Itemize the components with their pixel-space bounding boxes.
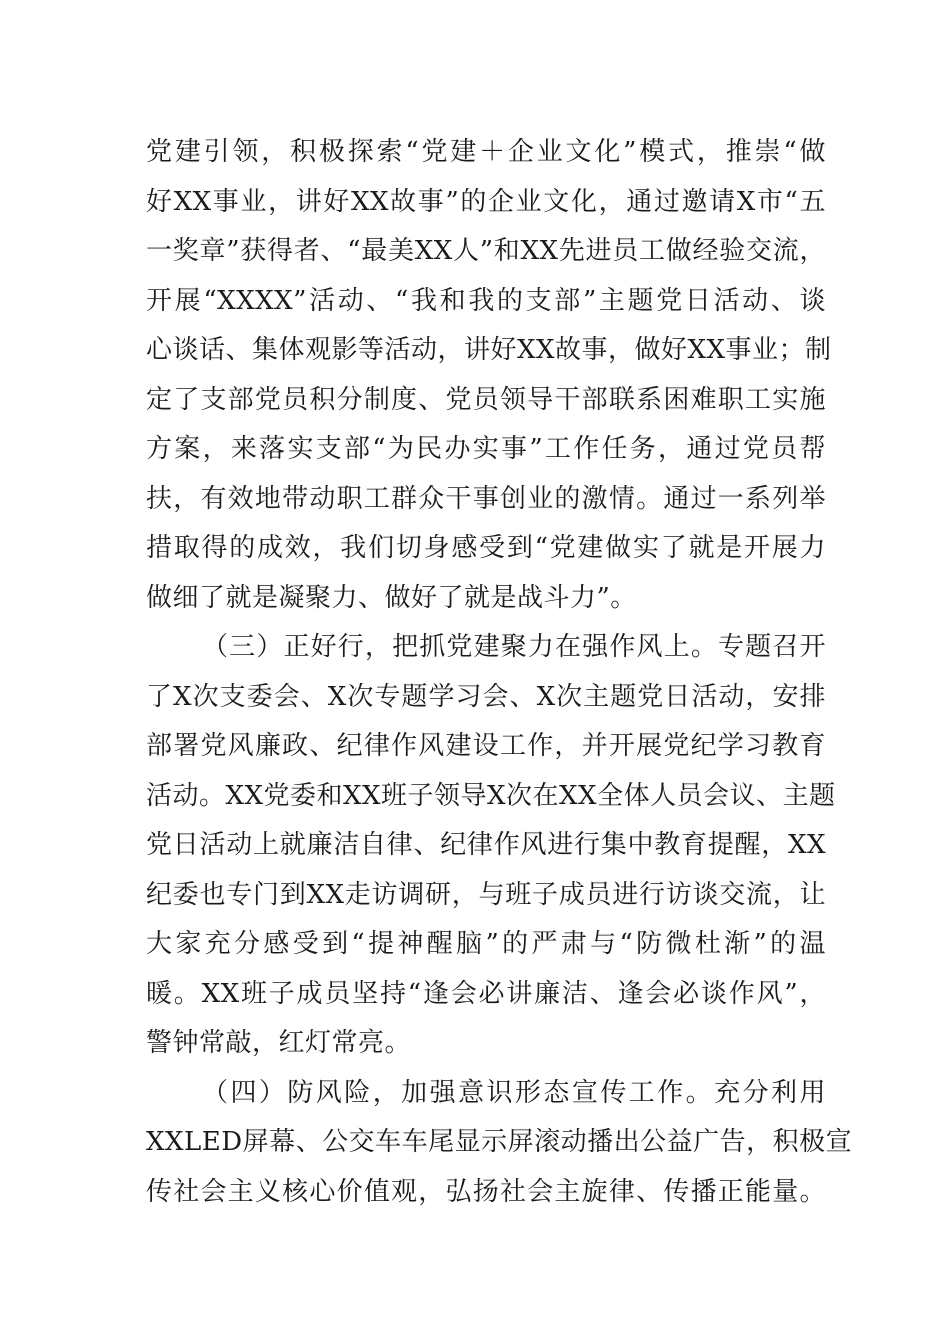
- text-line: 传社会主义核心价值观，弘扬社会主旋律、传播正能量。: [146, 1176, 826, 1207]
- text-line: XXLED屏幕、公交车车尾显示屏滚动播出公益广告，积极宣: [146, 1127, 853, 1157]
- text-line: 一奖章”获得者、“最美XX人”和XX先进员工做经验交流，: [146, 236, 826, 266]
- text-line: 警钟常敲，红灯常亮。: [146, 1028, 412, 1058]
- body-text: [146, 128, 853, 1217]
- text-line: 定了支部党员积分制度、党员领导干部联系困难职工实施: [146, 384, 826, 415]
- text-line: 心谈话、集体观影等活动，讲好XX故事，做好XX事业；制: [146, 335, 832, 365]
- text-line: 暖。XX班子成员坚持“逢会必讲廉洁、逢会必谈作风”，: [146, 978, 826, 1009]
- text-line: 部署党风廉政、纪律作风建设工作，并开展党纪学习教育: [146, 731, 826, 761]
- text-line: 扶，有效地带动职工群众干事创业的激情。通过一系列举: [146, 483, 826, 514]
- text-line: 党建引领，积极探索“党建＋企业文化”模式，推崇“做: [146, 137, 826, 167]
- text-line: 活动。XX党委和XX班子领导X次在XX全体人员会议、主题: [146, 780, 836, 811]
- text-line: 开展“XXXX”活动、“我和我的支部”主题党日活动、谈: [146, 285, 826, 316]
- text-line: 了X次支委会、X次专题学习会、X次主题党日活动，安排: [146, 681, 826, 712]
- text-line: 方案，来落实支部“为民办实事”工作任务，通过党员帮: [146, 434, 826, 464]
- section-heading-line: （四）防风险，加强意识形态宣传工作。充分利用: [202, 1077, 826, 1108]
- text-line: 党日活动上就廉洁自律、纪律作风进行集中教育提醒，XX: [146, 830, 826, 860]
- text-line: 纪委也专门到XX走访调研，与班子成员进行访谈交流，让: [146, 879, 826, 910]
- text-line: 大家充分感受到“提神醒脑”的严肃与“防微杜渐”的温: [146, 929, 826, 959]
- section-heading-line: （三）正好行，把抓党建聚力在强作风上。专题召开: [202, 632, 826, 662]
- text-line: 措取得的成效，我们切身感受到“党建做实了就是开展力: [146, 533, 826, 563]
- text-line: 做细了就是凝聚力、做好了就是战斗力”。: [146, 582, 637, 613]
- text-line: 好XX事业，讲好XX故事”的企业文化，通过邀请X市“五: [146, 186, 826, 217]
